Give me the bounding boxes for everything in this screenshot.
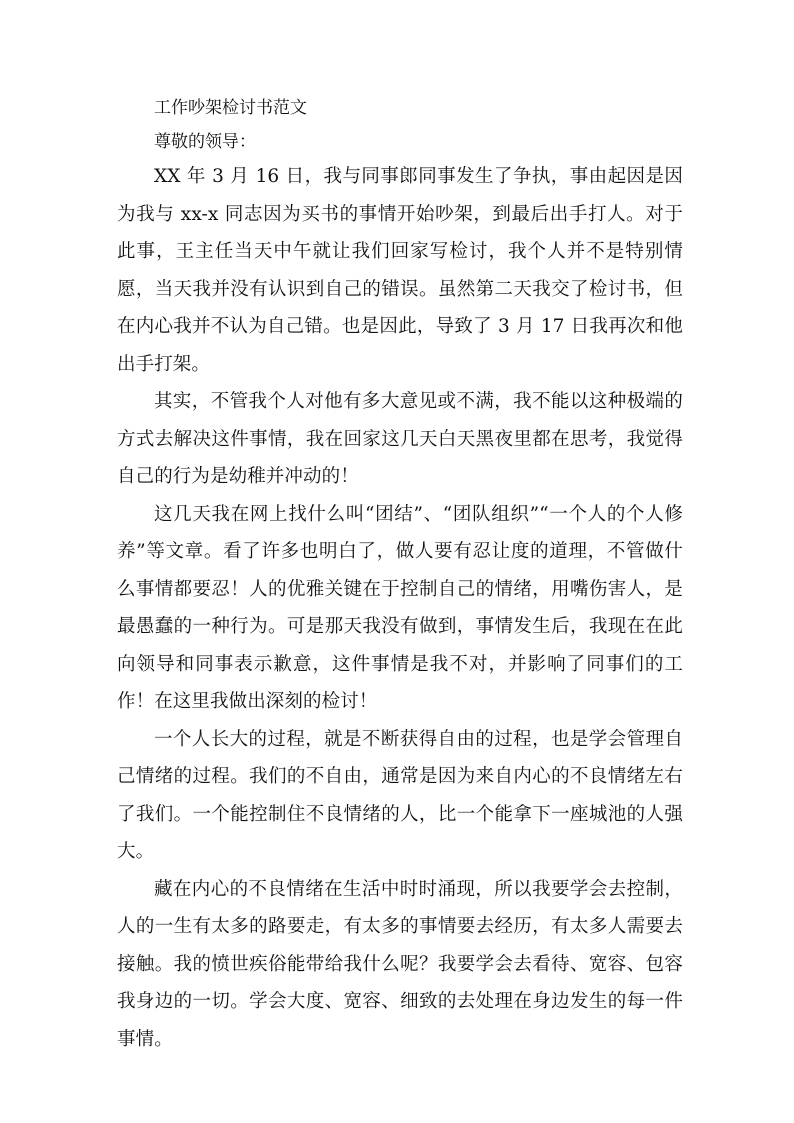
- paragraph-learning: 这几天我在网上找什么叫“团结”、“团队组织”“一个人的个人修养”等文章。看了许多也明白了，做人要有忍让度的道理，不管做什么事情都要忍！人的优雅关键在于控制自己的情绪，用嘴伤害人，是最愚蠢的一种行为。可是那天我没有做到，事情发生后，我现在在此向领导和同事表示歉意，这件事情是我不对，并影响了同事们的工作！在这里我做出深刻的检讨！: [117, 503, 683, 712]
- paragraph-incident: XX 年 3 月 16 日，我与同事郎同事发生了争执，事由起因是因为我与 xx-x 同志因为买书的事情开始吵架，到最后出手打人。对于此事，王主任当天中午就让我们回家写检讨，我个人并不是特别情愿，当天我并没有认识到自己的错误。虽然第二天我交了检讨书，但在内心我并不认为自己错。也是因此，导致了 3 月 17 日我再次和他出手打架。: [117, 166, 683, 375]
- salutation: 尊敬的领导：: [154, 132, 256, 152]
- paragraph-growth: 一个人长大的过程，就是不断获得自由的过程，也是学会管理自己情绪的过程。我们的不自由，通常是因为来自内心的不良情绪左右了我们。一个能控制住不良情绪的人，比一个能拿下一座城池的人强大。: [117, 728, 683, 862]
- document-page: [117, 92, 683, 1058]
- paragraph-resolution: 藏在内心的不良情绪在生活中时时涌现，所以我要学会去控制，人的一生有太多的路要走，有太多的事情要去经历，有太多人需要去接触。我的愤世疾俗能带给我什么呢？我要学会去看待、宽容、包容我身边的一切。学会大度、宽容、细致的去处理在身边发生的每一件事情。: [117, 878, 683, 1050]
- paragraph-reflection: 其实，不管我个人对他有多大意见或不满，我不能以这种极端的方式去解决这件事情，我在回家这几天白天黑夜里都在思考，我觉得自己的行为是幼稚并冲动的！: [117, 391, 683, 487]
- document-title: 工作吵架检讨书范文: [154, 98, 307, 118]
